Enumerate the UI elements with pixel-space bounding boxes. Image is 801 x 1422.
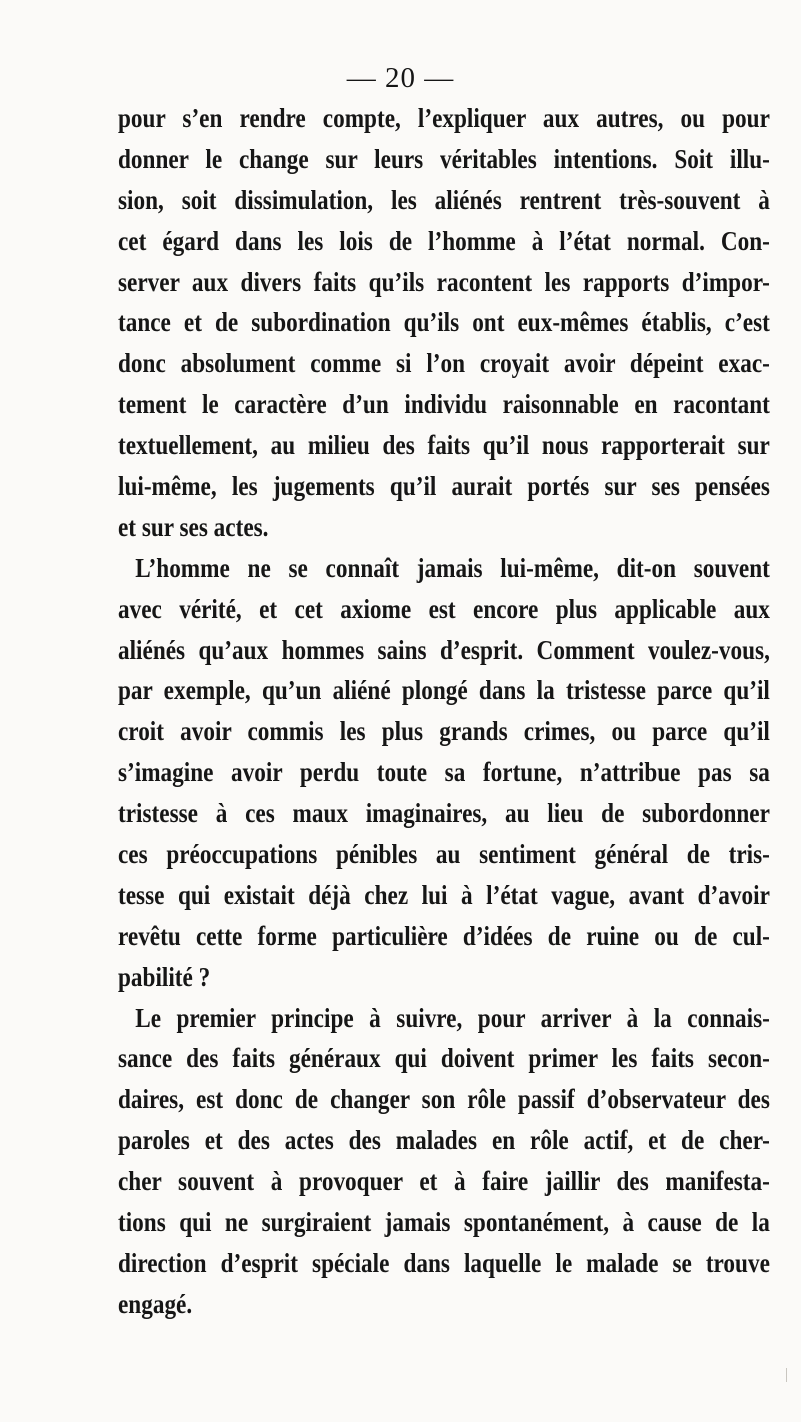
text-line: pabilité ? bbox=[118, 961, 211, 992]
text-line: s’imagine avoir perdu toute sa fortune, n’attribue pas sa bbox=[118, 757, 770, 788]
text-line: par exemple, qu’un aliéné plongé dans la tristesse parce qu’il bbox=[118, 675, 770, 706]
body-text bbox=[118, 98, 770, 1325]
text-line: tesse qui existait déjà chez lui à l’état vague, avant d’avoir bbox=[118, 879, 770, 910]
text-line: tement le caractère d’un individu raisonnable en racontant bbox=[118, 389, 770, 420]
text-line: aliénés qu’aux hommes sains d’esprit. Comment voulez-vous, bbox=[118, 634, 770, 665]
page-edge-mark bbox=[786, 1368, 787, 1382]
text-line: L’homme ne se connaît jamais lui-même, dit-on souvent bbox=[135, 552, 770, 583]
paragraph-1 bbox=[118, 98, 770, 548]
text-line: ces préoccupations pénibles au sentiment général de tris- bbox=[118, 839, 770, 870]
text-line: donner le change sur leurs véritables intentions. Soit illu- bbox=[118, 143, 770, 174]
text-line: lui-même, les jugements qu’il aurait portés sur ses pensées bbox=[118, 471, 770, 502]
text-line: donc absolument comme si l’on croyait avoir dépeint exac- bbox=[118, 348, 770, 379]
text-line: engagé. bbox=[118, 1288, 193, 1319]
text-line: direction d’esprit spéciale dans laquelle le malade se trouve bbox=[118, 1247, 770, 1278]
text-line: croit avoir commis les plus grands crimes, ou parce qu’il bbox=[118, 716, 770, 747]
paragraph-2 bbox=[118, 548, 770, 998]
text-line: pour s’en rendre compte, l’expliquer aux autres, ou pour bbox=[118, 103, 770, 133]
text-line: tristesse à ces maux imaginaires, au lieu de subordonner bbox=[118, 798, 770, 829]
text-line: Le premier principe à suivre, pour arriver à la connais- bbox=[135, 1002, 770, 1033]
text-line: cet égard dans les lois de l’homme à l’état normal. Con- bbox=[118, 225, 770, 256]
text-line: tance et de subordination qu’ils ont eux-mêmes établis, c’est bbox=[118, 307, 770, 338]
text-line: daires, est donc de changer son rôle passif d’observateur des bbox=[118, 1084, 770, 1115]
page-number-header: — 20 — bbox=[346, 62, 455, 94]
text-line: textuellement, au milieu des faits qu’il nous rapporterait sur bbox=[118, 430, 770, 461]
text-line: sance des faits généraux qui doivent primer les faits secon- bbox=[118, 1043, 770, 1074]
text-line: cher souvent à provoquer et à faire jaillir des manifesta- bbox=[118, 1166, 770, 1197]
text-line: paroles et des actes des malades en rôle actif, et de cher- bbox=[118, 1125, 770, 1156]
text-line: sion, soit dissimulation, les aliénés rentrent très-souvent à bbox=[118, 184, 770, 215]
text-line: revêtu cette forme particulière d’idées de ruine ou de cul- bbox=[118, 920, 770, 951]
text-line: tions qui ne surgiraient jamais spontanément, à cause de la bbox=[118, 1207, 770, 1238]
text-line: et sur ses actes. bbox=[118, 511, 269, 542]
paragraph-3 bbox=[118, 998, 770, 1325]
text-line: server aux divers faits qu’ils racontent les rapports d’impor- bbox=[118, 266, 770, 297]
text-line: avec vérité, et cet axiome est encore plus applicable aux bbox=[118, 593, 770, 624]
